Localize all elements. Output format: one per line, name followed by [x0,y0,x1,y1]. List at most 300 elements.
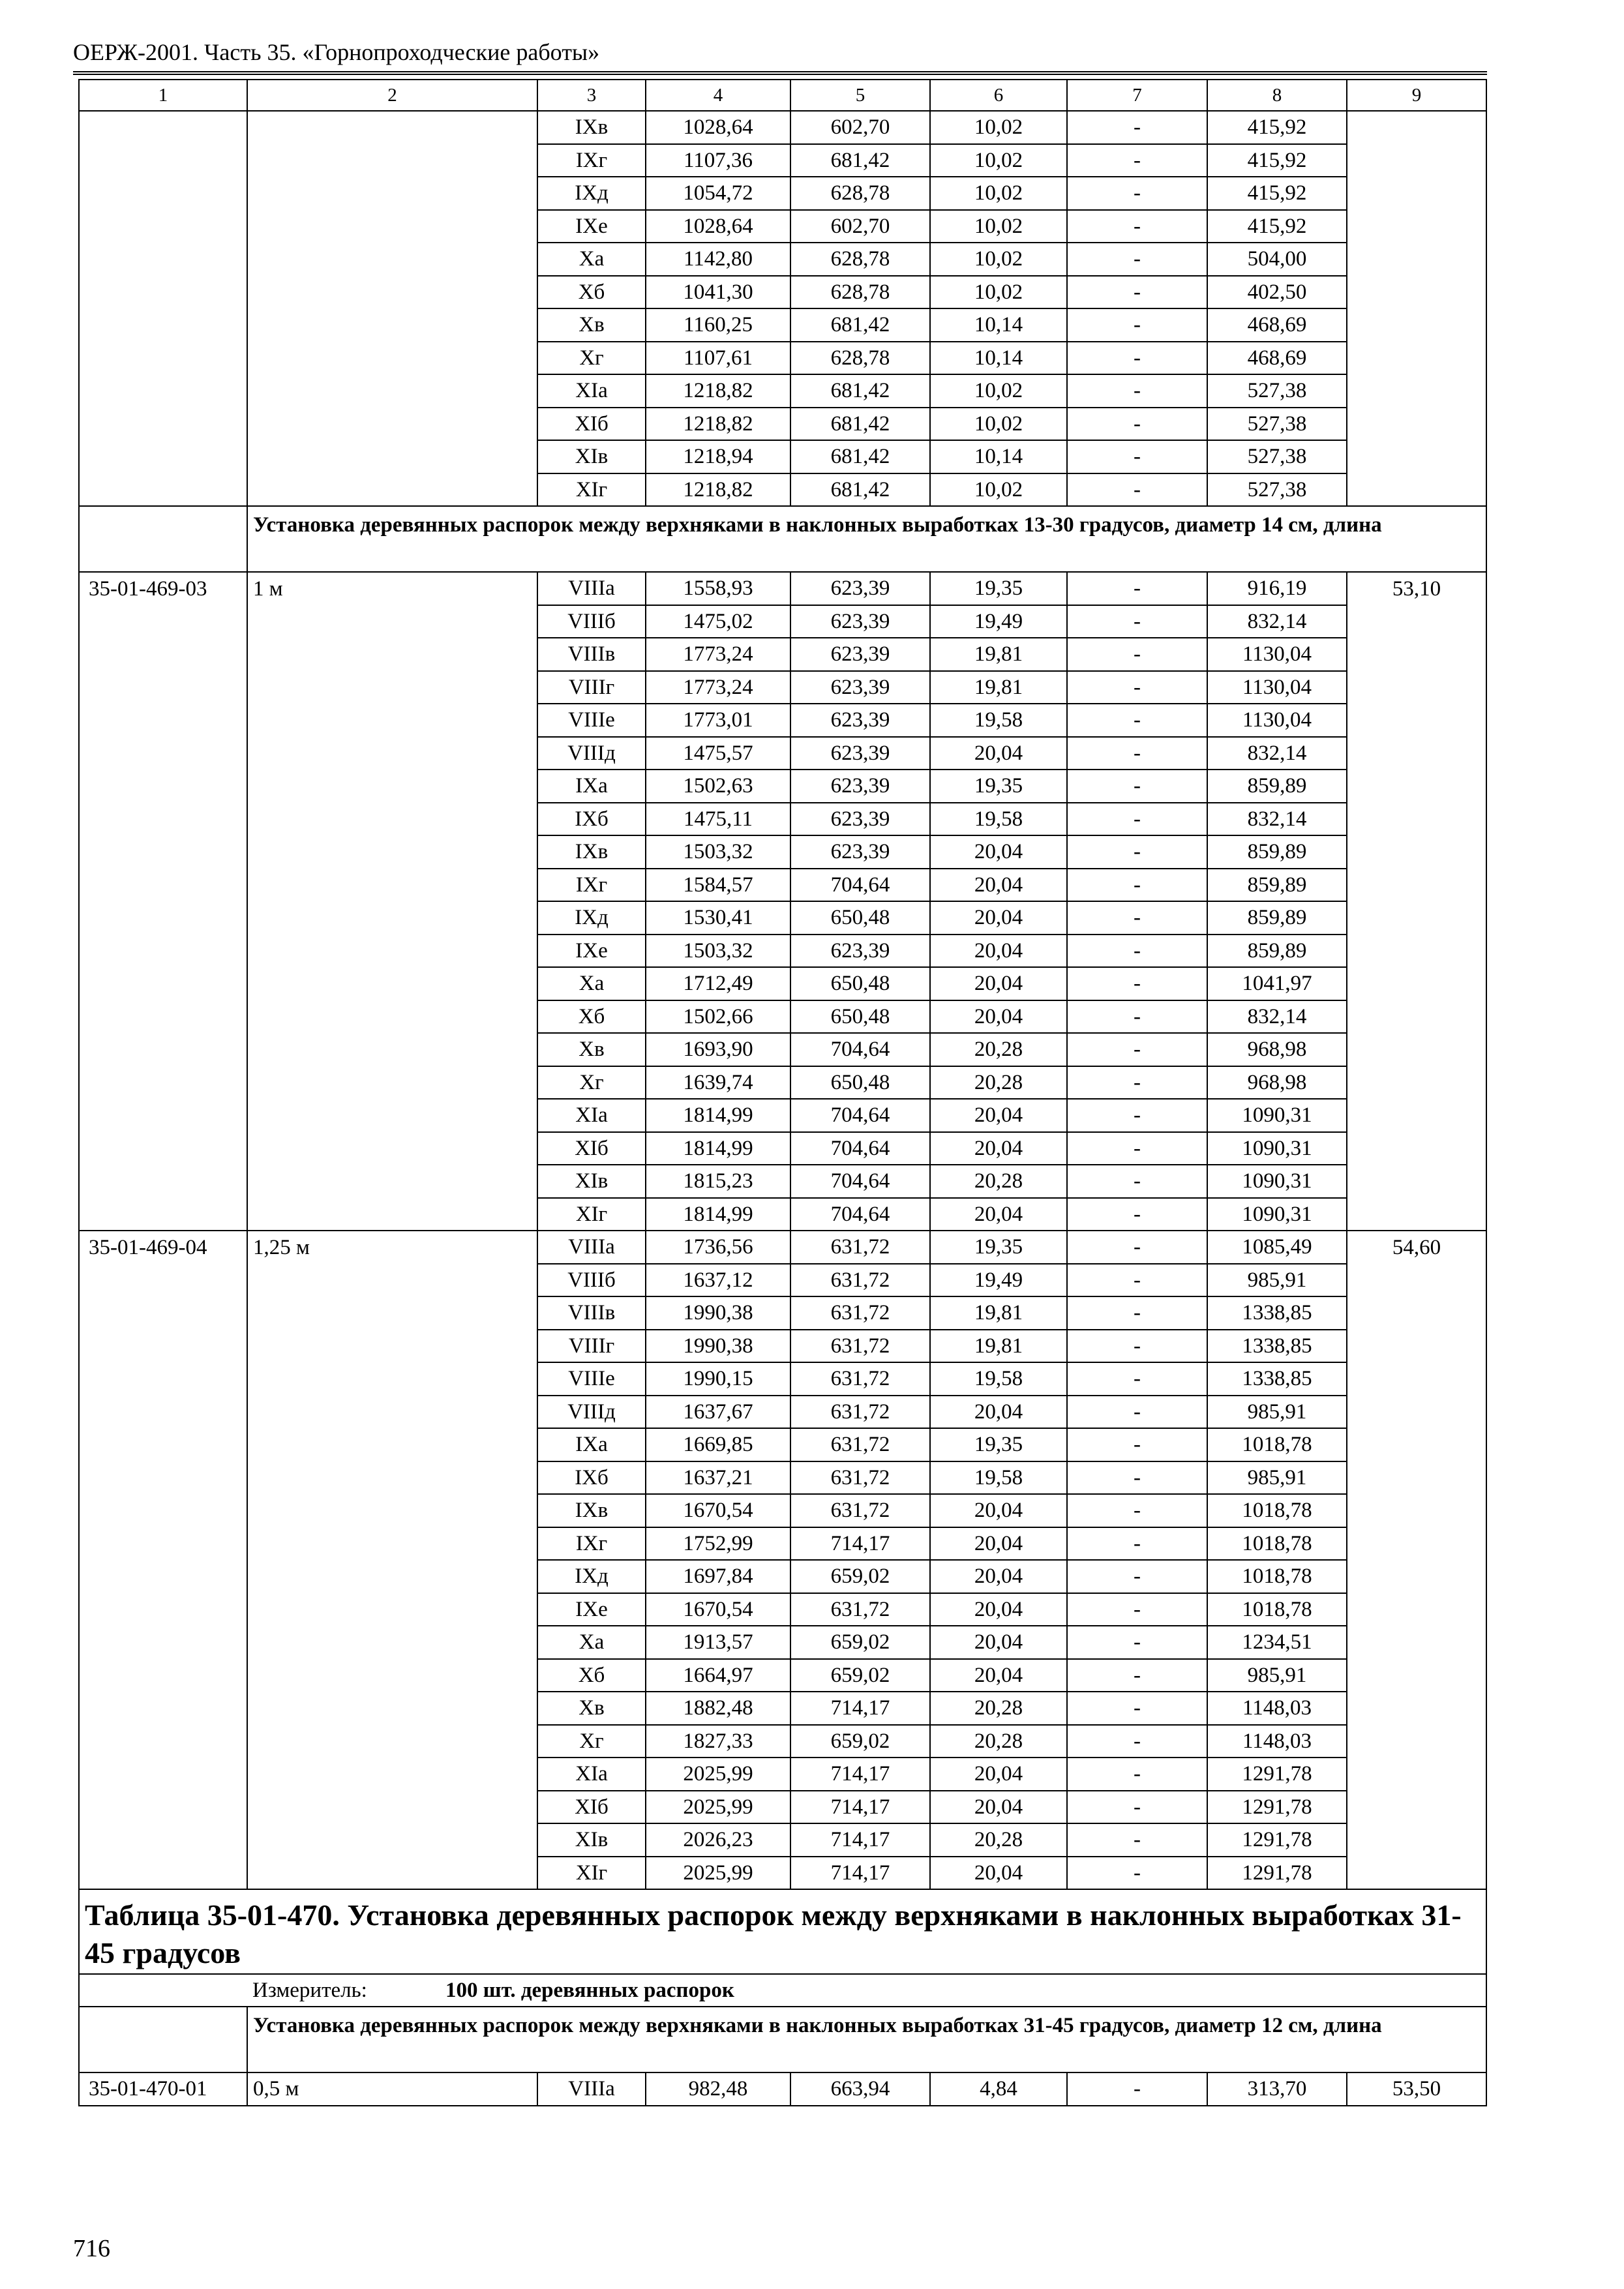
table-row [79,2072,1486,2106]
table-cell: - [1067,1823,1207,1857]
table-cell: 1041,30 [646,276,790,309]
table-cell: - [1067,210,1207,243]
table-cell: 1291,78 [1207,1791,1347,1824]
table-cell: IXв [537,835,646,869]
table-cell: 1107,36 [646,144,790,177]
table-cell: 1028,64 [646,210,790,243]
table-cell: - [1067,638,1207,671]
table-cell: IXв [537,1494,646,1527]
table-cell: 631,72 [790,1296,930,1330]
table-cell: VIIIв [537,1296,646,1330]
table-cell: 623,39 [790,770,930,803]
table-cell: 631,72 [790,1461,930,1495]
table-cell: XIв [537,440,646,473]
table-cell: - [1067,967,1207,1000]
table-cell: 1827,33 [646,1725,790,1758]
table-cell: Xв [537,1692,646,1725]
table-cell: 631,72 [790,1231,930,1264]
table-cell: - [1067,144,1207,177]
table-cell: - [1067,1659,1207,1692]
table-cell: - [1067,440,1207,473]
table-cell: 859,89 [1207,869,1347,902]
table-cell: XIа [537,374,646,408]
table-cell: 1990,38 [646,1330,790,1363]
table-cell: 19,58 [930,704,1067,737]
table-cell: 10,02 [930,243,1067,276]
table-cell: - [1067,243,1207,276]
table-cell: 1752,99 [646,1527,790,1561]
table-cell: 1160,25 [646,308,790,342]
table-cell: 1028,64 [646,111,790,144]
table-cell: 313,70 [1207,2072,1347,2106]
table-cell: - [1067,704,1207,737]
table-cell: Xг [537,1725,646,1758]
table-cell: 1018,78 [1207,1593,1347,1626]
table-cell: 20,04 [930,1791,1067,1824]
table-cell: 1090,31 [1207,1198,1347,1231]
labor-rate: 53,10 [1347,572,1486,1231]
unit-label: Измеритель: [252,1979,367,2002]
table-cell: - [1067,111,1207,144]
table-cell: - [1067,1791,1207,1824]
table-cell: IXе [537,210,646,243]
table-wrapper [78,79,1487,2106]
table-cell: VIIIб [537,605,646,638]
table-cell: 916,19 [1207,572,1347,605]
table-cell: - [1067,1362,1207,1396]
table-cell: IXа [537,1428,646,1461]
table-cell: IXе [537,935,646,968]
table-cell: VIIIг [537,671,646,704]
table-cell: 1637,67 [646,1396,790,1429]
table-cell: 20,04 [930,1560,1067,1593]
table-cell: 20,28 [930,1066,1067,1100]
table-cell: 10,02 [930,210,1067,243]
table-cell: 859,89 [1207,901,1347,935]
table-cell: - [1067,1725,1207,1758]
table-cell: 19,58 [930,1461,1067,1495]
table-cell: 623,39 [790,605,930,638]
table-cell: 20,04 [930,1000,1067,1034]
table-cell: 659,02 [790,1725,930,1758]
table-cell: 20,28 [930,1823,1067,1857]
table-cell: Xа [537,967,646,1000]
table-cell: 10,02 [930,276,1067,309]
labor-rate: 54,60 [1347,1231,1486,1889]
table-cell: 1130,04 [1207,704,1347,737]
table-cell: 631,72 [790,1396,930,1429]
table-cell: 1234,51 [1207,1626,1347,1659]
table-cell: IXб [537,1461,646,1495]
subheading: Установка деревянных распорок между верхняками в наклонных выработках 13-30 градусов, диаметр 14 см, длина [247,506,1486,572]
table-cell: - [1067,2072,1207,2106]
table-cell: - [1067,1428,1207,1461]
column-number: 6 [930,80,1067,111]
table-cell: XIг [537,1198,646,1231]
table-cell: - [1067,342,1207,375]
table-cell: 1503,32 [646,935,790,968]
unit-spacer [79,1974,247,2007]
table-cell: 2025,99 [646,1791,790,1824]
table-cell: - [1067,737,1207,770]
table-cell: 681,42 [790,374,930,408]
table-cell: 832,14 [1207,1000,1347,1034]
table-cell: 20,04 [930,1396,1067,1429]
table-cell: 1670,54 [646,1494,790,1527]
table-title: Таблица 35-01-470. Установка деревянных распорок между верхняками в наклонных выработках 31-45 градусов [79,1889,1486,1974]
table-cell: 1990,38 [646,1296,790,1330]
table-cell: 20,04 [930,1593,1067,1626]
table-cell: 1475,11 [646,803,790,836]
table-cell: 1130,04 [1207,638,1347,671]
table-cell: 527,38 [1207,440,1347,473]
table-cell: 1814,99 [646,1132,790,1165]
work-name [247,111,537,506]
table-cell: VIIIе [537,1362,646,1396]
table-cell: 704,64 [790,1165,930,1198]
column-number-row [79,80,1486,111]
table-cell: 1693,90 [646,1033,790,1066]
table-cell: - [1067,671,1207,704]
table-cell: 20,04 [930,901,1067,935]
table-cell: 2025,99 [646,1758,790,1791]
table-cell: 504,00 [1207,243,1347,276]
column-number: 4 [646,80,790,111]
table-cell: 1142,80 [646,243,790,276]
labor-rate: 53,50 [1347,2072,1486,2106]
table-cell: 1218,82 [646,408,790,441]
table-cell: 20,04 [930,935,1067,968]
table-cell: - [1067,1099,1207,1132]
table-cell: 1502,66 [646,1000,790,1034]
subheading: Установка деревянных распорок между верхняками в наклонных выработках 31-45 градусов, диаметр 12 см, длина [247,2007,1486,2072]
table-cell: 402,50 [1207,276,1347,309]
column-number: 7 [1067,80,1207,111]
table-cell: 415,92 [1207,111,1347,144]
table-cell: 415,92 [1207,177,1347,210]
table-cell: 714,17 [790,1857,930,1890]
table-cell: 650,48 [790,901,930,935]
table-cell: 1291,78 [1207,1758,1347,1791]
table-cell: 602,70 [790,111,930,144]
table-cell: 1338,85 [1207,1362,1347,1396]
header-rule [73,71,1487,75]
table-cell: 1815,23 [646,1165,790,1198]
table-cell: XIб [537,1132,646,1165]
table-cell: 1291,78 [1207,1857,1347,1890]
table-cell: Xа [537,243,646,276]
table-cell: - [1067,1066,1207,1100]
table-cell: - [1067,1527,1207,1561]
table-cell: 1090,31 [1207,1165,1347,1198]
table-cell: - [1067,835,1207,869]
table-cell: 631,72 [790,1428,930,1461]
table-cell: IXб [537,803,646,836]
table-cell: 832,14 [1207,737,1347,770]
table-row [79,1231,1486,1264]
unit-row [79,1974,1486,2007]
table-cell: - [1067,1231,1207,1264]
table-cell: 415,92 [1207,210,1347,243]
table-cell: 19,81 [930,638,1067,671]
table-cell: 527,38 [1207,408,1347,441]
table-cell: 1338,85 [1207,1330,1347,1363]
table-cell: 10,02 [930,177,1067,210]
table-cell: 1107,61 [646,342,790,375]
table-cell: 2026,23 [646,1823,790,1857]
table-cell: Xг [537,1066,646,1100]
table-cell: IXа [537,770,646,803]
table-cell: 659,02 [790,1560,930,1593]
table-cell: 681,42 [790,144,930,177]
table-cell: Xб [537,1000,646,1034]
table-cell: 20,04 [930,1132,1067,1165]
table-cell: - [1067,869,1207,902]
table-cell: 1736,56 [646,1231,790,1264]
table-cell: 985,91 [1207,1264,1347,1297]
table-cell: - [1067,1132,1207,1165]
table-cell: 19,35 [930,770,1067,803]
table-cell: XIг [537,473,646,507]
table-cell: 650,48 [790,1000,930,1034]
table-cell: 631,72 [790,1494,930,1527]
unit-value: 100 шт. деревянных распорок [445,1979,734,2002]
table-cell: Xв [537,308,646,342]
table-cell: 1639,74 [646,1066,790,1100]
page-number: 716 [73,2235,110,2262]
table-cell: 19,35 [930,572,1067,605]
table-cell: - [1067,1857,1207,1890]
table-cell: 20,28 [930,1692,1067,1725]
table-cell: 859,89 [1207,770,1347,803]
table-cell: VIIIа [537,2072,646,2106]
table-cell: 1018,78 [1207,1527,1347,1561]
work-name: 1 м [247,572,537,1231]
table-cell: 1913,57 [646,1626,790,1659]
table-cell: IXд [537,177,646,210]
table-cell: 20,04 [930,1494,1067,1527]
table-cell: 623,39 [790,704,930,737]
subheading-spacer [79,506,247,572]
table-cell: - [1067,1461,1207,1495]
table-cell: 10,14 [930,342,1067,375]
table-cell: 602,70 [790,210,930,243]
table-cell: VIIIа [537,1231,646,1264]
table-cell: 704,64 [790,869,930,902]
table-cell: 623,39 [790,803,930,836]
table-cell: - [1067,177,1207,210]
table-cell: 623,39 [790,671,930,704]
table-cell: 623,39 [790,737,930,770]
table-cell: Xа [537,1626,646,1659]
table-cell: - [1067,408,1207,441]
table-cell: 704,64 [790,1099,930,1132]
table-cell: 19,58 [930,803,1067,836]
table-cell: IXд [537,1560,646,1593]
table-cell: XIа [537,1099,646,1132]
table-cell: 1085,49 [1207,1231,1347,1264]
table-cell: 20,04 [930,1857,1067,1890]
table-cell: 1041,97 [1207,967,1347,1000]
table-cell: 859,89 [1207,935,1347,968]
column-number: 3 [537,80,646,111]
table-cell: - [1067,803,1207,836]
table-cell: 1291,78 [1207,1823,1347,1857]
table-cell: IXв [537,111,646,144]
table-body [79,80,1486,2106]
table-cell: 19,81 [930,1330,1067,1363]
table-cell: Xг [537,342,646,375]
table-cell: 2025,99 [646,1857,790,1890]
table-cell: 1148,03 [1207,1692,1347,1725]
table-cell: - [1067,473,1207,507]
table-cell: - [1067,1264,1207,1297]
table-cell: - [1067,1560,1207,1593]
table-cell: 704,64 [790,1132,930,1165]
table-cell: - [1067,572,1207,605]
table-cell: 10,14 [930,308,1067,342]
table-cell: VIIIд [537,1396,646,1429]
table-cell: 623,39 [790,935,930,968]
table-cell: - [1067,1626,1207,1659]
table-cell: 468,69 [1207,308,1347,342]
table-cell: 1773,24 [646,671,790,704]
table-cell: 20,04 [930,1527,1067,1561]
table-cell: 659,02 [790,1626,930,1659]
table-cell: 1990,15 [646,1362,790,1396]
table-cell: 1475,57 [646,737,790,770]
table-cell: 714,17 [790,1692,930,1725]
table-cell: 19,35 [930,1428,1067,1461]
table-cell: IXг [537,869,646,902]
table-cell: - [1067,374,1207,408]
table-cell: 527,38 [1207,473,1347,507]
table-cell: 982,48 [646,2072,790,2106]
table-cell: 1773,24 [646,638,790,671]
table-cell: 1530,41 [646,901,790,935]
table-cell: - [1067,276,1207,309]
table-cell: 1018,78 [1207,1494,1347,1527]
rate-code [79,111,247,506]
table-cell: 20,04 [930,737,1067,770]
table-cell: 985,91 [1207,1461,1347,1495]
unit-measure [247,1974,1486,2007]
table-cell: - [1067,1758,1207,1791]
table-cell: 1218,94 [646,440,790,473]
table-cell: 832,14 [1207,605,1347,638]
table-cell: 714,17 [790,1791,930,1824]
column-number: 5 [790,80,930,111]
table-cell: 10,14 [930,440,1067,473]
table-cell: 1697,84 [646,1560,790,1593]
table-cell: 19,81 [930,671,1067,704]
table-cell: 1090,31 [1207,1132,1347,1165]
table-cell: 1882,48 [646,1692,790,1725]
table-cell: 19,49 [930,605,1067,638]
table-cell: 1814,99 [646,1198,790,1231]
table-cell: 631,72 [790,1362,930,1396]
table-cell: - [1067,1494,1207,1527]
table-row [79,572,1486,605]
table-cell: 20,04 [930,1099,1067,1132]
table-cell: 20,28 [930,1725,1067,1758]
rate-code: 35-01-469-03 [79,572,247,1231]
table-cell: IXг [537,144,646,177]
table-cell: 10,02 [930,144,1067,177]
table-cell: 1148,03 [1207,1725,1347,1758]
table-cell: XIг [537,1857,646,1890]
table-cell: 859,89 [1207,835,1347,869]
rate-code: 35-01-470-01 [79,2072,247,2106]
table-cell: 650,48 [790,967,930,1000]
table-cell: 1814,99 [646,1099,790,1132]
table-cell: - [1067,901,1207,935]
table-cell: 1669,85 [646,1428,790,1461]
table-cell: 1218,82 [646,473,790,507]
table-cell: 1090,31 [1207,1099,1347,1132]
table-cell: 832,14 [1207,803,1347,836]
rate-code: 35-01-469-04 [79,1231,247,1889]
table-cell: - [1067,1296,1207,1330]
table-cell: VIIIе [537,704,646,737]
table-cell: 1664,97 [646,1659,790,1692]
table-cell: 714,17 [790,1527,930,1561]
table-cell: 527,38 [1207,374,1347,408]
table-cell: 1637,12 [646,1264,790,1297]
table-cell: VIIIд [537,737,646,770]
table-cell: 20,04 [930,1659,1067,1692]
table-cell: 1503,32 [646,835,790,869]
table-cell: 650,48 [790,1066,930,1100]
table-cell: - [1067,1033,1207,1066]
table-cell: 681,42 [790,308,930,342]
table-cell: 10,02 [930,374,1067,408]
table-cell: 714,17 [790,1758,930,1791]
table-cell: XIв [537,1823,646,1857]
column-number: 8 [1207,80,1347,111]
table-cell: 714,17 [790,1823,930,1857]
table-cell: - [1067,1396,1207,1429]
table-cell: 20,28 [930,1165,1067,1198]
table-cell: 623,39 [790,572,930,605]
table-cell: 704,64 [790,1198,930,1231]
table-cell: 1018,78 [1207,1428,1347,1461]
table-cell: IXд [537,901,646,935]
table-cell: IXе [537,1593,646,1626]
table-cell: 628,78 [790,342,930,375]
table-cell: 1773,01 [646,704,790,737]
table-cell: 1218,82 [646,374,790,408]
table-cell: 20,04 [930,835,1067,869]
table-cell: 968,98 [1207,1033,1347,1066]
table-cell: 704,64 [790,1033,930,1066]
table-cell: - [1067,1330,1207,1363]
table-cell: 985,91 [1207,1659,1347,1692]
table-cell: 1054,72 [646,177,790,210]
table-cell: XIв [537,1165,646,1198]
table-cell: 1637,21 [646,1461,790,1495]
table-cell: VIIIг [537,1330,646,1363]
table-cell: Xб [537,1659,646,1692]
table-cell: - [1067,935,1207,968]
table-cell: - [1067,770,1207,803]
table-cell: 628,78 [790,243,930,276]
table-cell: 1018,78 [1207,1560,1347,1593]
table-cell: 631,72 [790,1593,930,1626]
table-cell: 985,91 [1207,1396,1347,1429]
table-cell: 4,84 [930,2072,1067,2106]
table-cell: XIб [537,1791,646,1824]
